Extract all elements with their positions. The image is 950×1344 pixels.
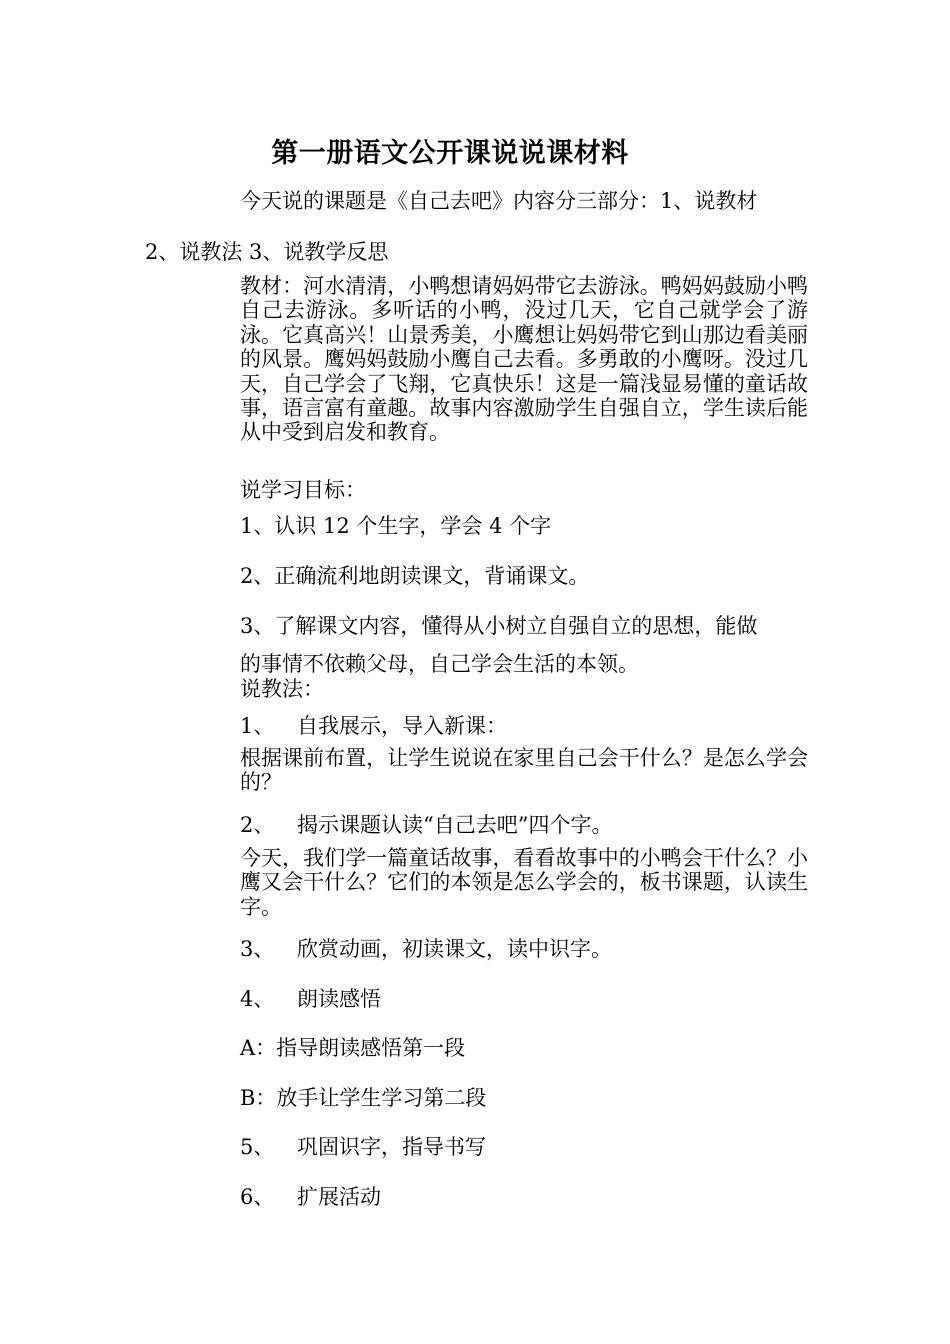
step-2-number: 2、 bbox=[240, 813, 275, 837]
goal-1: 1、认识 12 个生字，学会 4 个字 bbox=[240, 514, 552, 538]
step-1-text: 自我展示，导入新课： bbox=[297, 714, 507, 738]
step-2 bbox=[240, 809, 612, 839]
step-1 bbox=[240, 710, 507, 740]
method-heading: 说教法： bbox=[240, 677, 324, 701]
step-2-text: 揭示课题认读“自己去吧”四个字。 bbox=[297, 813, 613, 837]
step-5 bbox=[240, 1131, 486, 1161]
document-title: 第一册语文公开课说说课材料 bbox=[271, 138, 629, 169]
step-3 bbox=[240, 933, 612, 963]
goal-3-line-1: 3、了解课文内容，懂得从小树立自强自立的思想，能做 bbox=[240, 614, 758, 638]
step-4a: A：指导朗读感悟第一段 bbox=[240, 1036, 466, 1060]
step-6-number: 6、 bbox=[240, 1185, 275, 1209]
step-2-detail: 今天，我们学一篇童话故事，看看故事中的小鸭会干什么？小鹰又会干什么？它们的本领是怎么学会的，板书课题，认读生字。 bbox=[240, 846, 808, 919]
step-1-detail: 根据课前布置，让学生说说在家里自己会干什么？是怎么学会的？ bbox=[240, 746, 808, 795]
goal-3-line-2: 的事情不依赖父母，自己学会生活的本领。 bbox=[240, 652, 639, 676]
step-5-number: 5、 bbox=[240, 1135, 275, 1159]
step-4b: B：放手让学生学习第二段 bbox=[240, 1086, 487, 1110]
step-4-number: 4、 bbox=[240, 987, 275, 1011]
step-3-text: 欣赏动画，初读课文，读中识字。 bbox=[297, 937, 612, 961]
step-5-text: 巩固识字，指导书写 bbox=[297, 1135, 486, 1159]
goals-heading: 说学习目标： bbox=[240, 478, 366, 502]
goal-2: 2、正确流利地朗读课文，背诵课文。 bbox=[240, 564, 590, 588]
step-4-text: 朗读感悟 bbox=[297, 987, 381, 1011]
step-1-number: 1、 bbox=[240, 714, 275, 738]
intro-line-2: 2、说教法 3、说教学反思 bbox=[145, 240, 389, 264]
intro-line-1: 今天说的课题是《自己去吧》内容分三部分：1、说教材 bbox=[240, 189, 758, 213]
step-6-text: 扩展活动 bbox=[297, 1185, 381, 1209]
material-paragraph: 教材：河水清清，小鸭想请妈妈带它去游泳。鸭妈妈鼓励小鸭自己去游泳。多听话的小鸭，没过几天，它自己就学会了游泳。它真高兴！山景秀美，小鹰想让妈妈带它到山那边看美丽的风景。鹰妈妈鼓励小鹰自己去看。多勇敢的小鹰呀。没过几天，自己学会了飞翔，它真快乐！这是一篇浅显易懂的童话故事，语言富有童趣。故事内容激励学生自强自立，学生读后能从中受到启发和教育。 bbox=[240, 274, 808, 445]
step-4 bbox=[240, 983, 381, 1013]
step-6 bbox=[240, 1181, 381, 1211]
step-3-number: 3、 bbox=[240, 937, 275, 961]
